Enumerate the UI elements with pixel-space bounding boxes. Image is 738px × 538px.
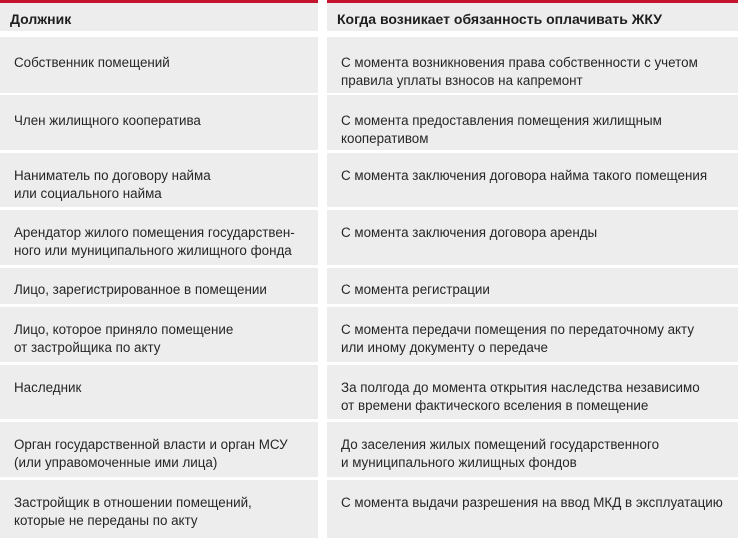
when-cell (327, 307, 738, 362)
when-cell (327, 210, 738, 265)
debtor-cell (0, 422, 318, 477)
cell-text-line: Арендатор жилого помещения государствен- (14, 225, 295, 240)
cell-text-line: С момента выдачи разрешения на ввод МКД в эксплуатацию (341, 495, 723, 510)
debtor-cell (0, 37, 318, 93)
cell-text-line: от застройщика по акту (14, 340, 161, 355)
cell-text-line: С момента возникновения права собственности с учетом (341, 55, 698, 70)
header-cell-when (327, 0, 738, 31)
cell-text-line: С момента передачи помещения по передаточному акту (341, 322, 695, 337)
when-cell-text (341, 167, 730, 185)
cell-text-line: от времени фактического вселения в помещение (341, 398, 649, 413)
when-cell-text (341, 436, 730, 472)
header-cell-debtor (0, 0, 318, 31)
debtor-cell-text (14, 436, 310, 472)
cell-text-line: С момента заключения договора аренды (341, 225, 598, 240)
cell-text-line: Собственник помещений (14, 55, 170, 70)
debtor-cell-text (14, 379, 310, 397)
cell-text-line: или иному документу о передаче (341, 340, 549, 355)
cell-text-line: Наследник (14, 380, 82, 395)
cell-text-line: которые не переданы по акту (14, 513, 198, 528)
header-accent-bar (0, 0, 318, 3)
debtor-cell-text (14, 494, 310, 530)
debtor-cell-text (14, 112, 310, 130)
cell-text-line: Лицо, зарегистрированное в помещении (14, 282, 267, 297)
header-label-when: Когда возникает обязанность оплачивать ЖКУ (337, 11, 662, 27)
header-label-debtor: Должник (10, 11, 72, 27)
when-cell (327, 95, 738, 150)
when-cell (327, 37, 738, 93)
when-cell-text (341, 494, 730, 512)
debtor-cell (0, 153, 318, 207)
cell-text-line: За полгода до момента открытия наследства независимо (341, 380, 700, 395)
debtor-cell-text (14, 54, 310, 72)
debtor-cell (0, 307, 318, 362)
when-cell-text (341, 112, 730, 148)
cell-text-line: Застройщик в отношении помещений, (14, 495, 252, 510)
debtor-cell (0, 95, 318, 150)
header-accent-bar (327, 0, 738, 3)
cell-text-line: ного или муниципального жилищного фонда (14, 243, 292, 258)
when-cell (327, 480, 738, 538)
when-cell-text (341, 281, 730, 299)
when-cell (327, 422, 738, 477)
cell-text-line: Лицо, которое приняло помещение (14, 322, 234, 337)
debtor-cell-text (14, 321, 310, 357)
cell-text-line: и муниципального жилищных фондов (341, 455, 577, 470)
cell-text-line: (или управомоченные ими лица) (14, 455, 218, 470)
cell-text-line: Член жилищного кооператива (14, 113, 201, 128)
when-cell-text (341, 224, 730, 242)
debtor-cell (0, 365, 318, 419)
cell-text-line: Наниматель по договору найма (14, 168, 211, 183)
cell-text-line: До заселения жилых помещений государственного (341, 437, 660, 452)
cell-text-line: кооперативом (341, 131, 429, 146)
debtor-cell-text (14, 167, 310, 203)
debtor-cell (0, 480, 318, 538)
cell-text-line: С момента регистрации (341, 282, 490, 297)
cell-text-line: С момента заключения договора найма такого помещения (341, 168, 708, 183)
when-cell-text (341, 321, 730, 357)
cell-text-line: или социального найма (14, 186, 162, 201)
when-cell (327, 153, 738, 207)
debtor-cell-text (14, 281, 310, 299)
cell-text-line: Орган государственной власти и орган МСУ (14, 437, 288, 452)
debtor-cell (0, 268, 318, 304)
debtor-cell-text (14, 224, 310, 260)
cell-text-line: С момента предоставления помещения жилищным (341, 113, 662, 128)
when-cell-text (341, 54, 730, 90)
when-cell-text (341, 379, 730, 415)
debtor-cell (0, 210, 318, 265)
cell-text-line: правила уплаты взносов на капремонт (341, 73, 583, 88)
when-cell (327, 365, 738, 419)
when-cell (327, 268, 738, 304)
